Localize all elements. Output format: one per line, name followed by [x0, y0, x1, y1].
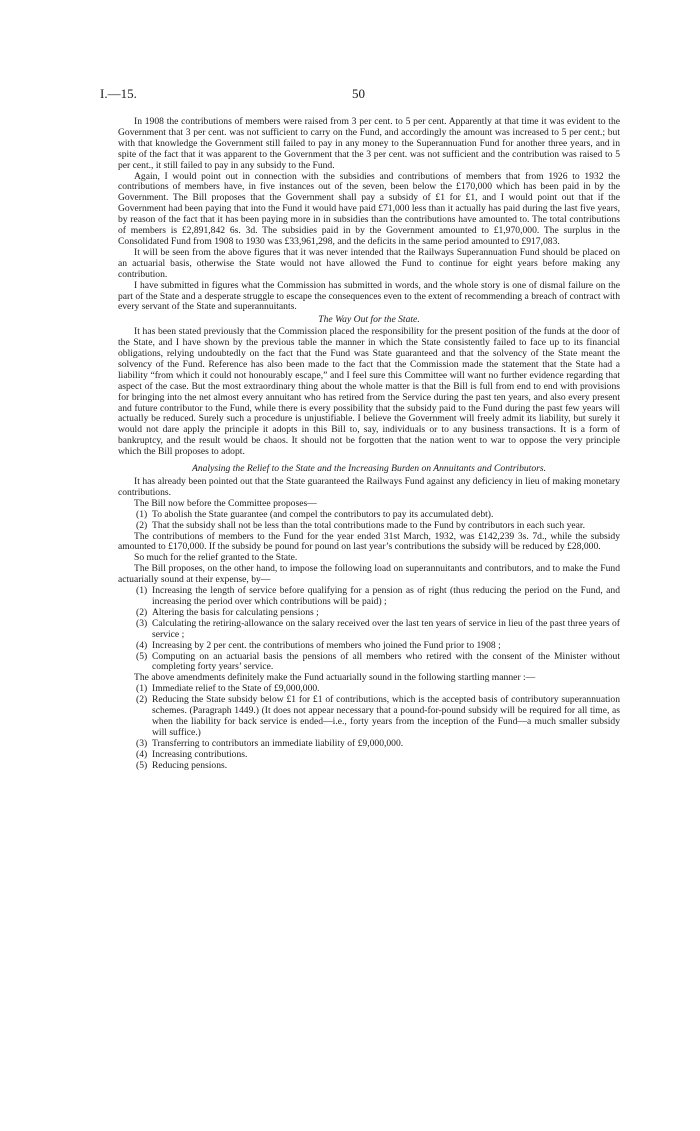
list-number: (5)	[136, 759, 148, 771]
list-number: (4)	[136, 748, 148, 760]
page-header	[100, 86, 620, 102]
list-text: To abolish the State guarantee (and compel the contributors to pay its accumulated debt).	[152, 508, 494, 520]
list-text: Reducing pensions.	[152, 759, 228, 771]
list-item	[118, 652, 620, 674]
section-heading: Analysing the Relief to the State and the Increasing Burden on Annuitants and Contributors.	[191, 463, 547, 475]
list-number: (2)	[136, 606, 148, 618]
load-list	[118, 586, 620, 673]
list-item	[118, 750, 620, 761]
paragraph: The Bill proposes, on the other hand, to impose the following load on superannuitants and contributors, and to make the Fund actuarially sound at their expense, by—	[118, 563, 620, 586]
list-item	[118, 586, 620, 608]
body-text	[118, 117, 620, 771]
list-number: (4)	[136, 639, 148, 651]
list-number: (5)	[136, 650, 148, 662]
results-list	[118, 684, 620, 771]
paragraph: It has already been pointed out that the State guaranteed the Railways Fund against any deficiency in lieu of making monetary contributions.	[118, 476, 620, 498]
list-item	[118, 619, 620, 641]
list-item	[118, 510, 620, 521]
list-text: Calculating the retiring-allowance on the salary received over the last ten years of service in lieu of the past three years of service ;	[152, 617, 620, 640]
list-text: Immediate relief to the State of £9,000,000.	[152, 683, 320, 695]
paragraph: The contributions of members to the Fund for the year ended 31st March, 1932, was £142,239 3s. 7d., while the subsidy amounted to £170,000. If the subsidy be pound for pound on last year’s contributions the subsidy will be reduced by £28,000.	[118, 530, 620, 553]
list-item	[118, 695, 620, 739]
list-number: (2)	[136, 519, 148, 531]
list-text: Altering the basis for calculating pensions ;	[152, 606, 319, 618]
list-item	[118, 641, 620, 652]
list-number: (1)	[136, 508, 148, 520]
paragraph: The above amendments definitely make the Fund actuarially sound in the following startling manner :—	[134, 672, 536, 684]
list-text: Increasing by 2 per cent. the contributions of members who joined the Fund prior to 1908 ;	[152, 639, 501, 651]
list-text: Computing on an actuarial basis the pensions of all members who retired with the consent of the Minister without completing forty years’ service.	[152, 650, 620, 673]
list-number: (1)	[136, 585, 148, 597]
paragraph: In 1908 the contributions of members were raised from 3 per cent. to 5 per cent. Apparently at that time it was evident to the Government that 3 per cent. was not sufficient to carry on the Fund, and accordingly the amount was increased to 5 per cent.; but with that knowledge the Government still failed to pay in any money to the Superannuation Fund for another three years, and in spite of the fact that it was apparent to the Government that the 3 per cent. was not sufficient and the contribution was raised to 5 per cent., it still failed to pay in any subsidy to the Fund.	[118, 116, 620, 171]
list-text: That the subsidy shall not be less than the total contributions made to the Fund by contributors in each such year.	[152, 519, 585, 531]
proposals-list	[118, 510, 620, 532]
paragraph: It will be seen from the above figures that it was never intended that the Railways Superannuation Fund should be placed on an actuarial basis, otherwise the State would not have allowed the Fund to continue for eight years before making any contribution.	[118, 246, 620, 280]
page-number: 50	[352, 86, 365, 101]
list-item	[118, 521, 620, 532]
list-number: (1)	[136, 683, 148, 695]
list-item	[118, 761, 620, 772]
list-text: Increasing contributions.	[152, 748, 248, 760]
list-text: Transferring to contributors an immediate liability of £9,000,000.	[152, 737, 404, 749]
paragraph: It has been stated previously that the Commission placed the responsibility for the present position of the funds at the door of the State, and I have shown by the previous table the manner in which the State consistently failed to face up to its financial obligations, relying undoubtedly on the fact that the Fund was State guaranteed and that the solvency of the State meant the solvency of the Fund. Reference has also been made to the fact that the Commission made the statement that the State had a liability “from which it could not honourably escape,” and I feel sure this Committee will want no further evidence regarding that aspect of the case. But the most extraordinary thing about the whole matter is that the Bill is full from end to end with provisions for bringing into the net almost every annuitant who has retired from the Service during the past ten years, and also every present and future contributor to the Fund, while there is every possibility that the subsidy paid to the Fund during the past few years will actually be reduced. Surely such a procedure is unjustifiable. I believe the Government will freely admit its liability, but surely it would not dare apply the principle it adopts in this Bill to, say, individuals or to any business transactions. It is a form of bankruptcy, and the result would be chaos. It should not be forgotten that the nation went to war to oppose the very principle which the Bill proposes to adopt.	[118, 326, 620, 458]
list-number: (3)	[136, 617, 148, 629]
document-reference: I.—15.	[100, 86, 137, 101]
section-heading: The Way Out for the State.	[318, 314, 420, 326]
list-text: Reducing the State subsidy below £1 for £1 of contributions, which is the accepted basis of contributory superannuation schemes. (Paragraph 1449.) (It does not appear necessary that a pound-for-pound subsidy will be required for all time, as when the liability for back service is ended—i.e., forty years from the inception of the Fund—a much smaller subsidy will suffice.)	[152, 694, 620, 738]
paragraph: The Bill now before the Committee proposes—	[134, 497, 317, 509]
paragraph: I have submitted in figures what the Commission has submitted in words, and the whole story is one of dismal failure on the part of the State and a desperate struggle to escape the consequences even to the extent of recommending a breach of contract with every servant of the State and superannuitants.	[118, 279, 620, 313]
list-number: (2)	[136, 694, 148, 706]
list-text: Increasing the length of service before qualifying for a pension as of right (thus reducing the period on the Fund, and increasing the period over which contributions will be paid) ;	[152, 585, 620, 607]
list-number: (3)	[136, 737, 148, 749]
paragraph: Again, I would point out in connection with the subsidies and contributions of members that from 1926 to 1932 the contributions of members have, in five instances out of the seven, been below the £170,000 which has been paid in by the Government. The Bill proposes that the Government shall pay a subsidy of £1 for £1, and I would point out that if the Government had been paying that into the Fund it would have paid £71,000 less than it actually has paid during the last five years, by reason of the fact that it has been paying more in in subsidies than the contributions have amounted to. The total contributions of members is £2,891,842 6s. 3d. The subsidies paid in by the Government amounted to £1,970,000. The surplus in the Consolidated Fund from 1908 to 1930 was £33,961,298, and the deficits in the same period amounted to £917,083.	[118, 170, 620, 247]
paragraph: So much for the relief granted to the State.	[134, 552, 298, 564]
